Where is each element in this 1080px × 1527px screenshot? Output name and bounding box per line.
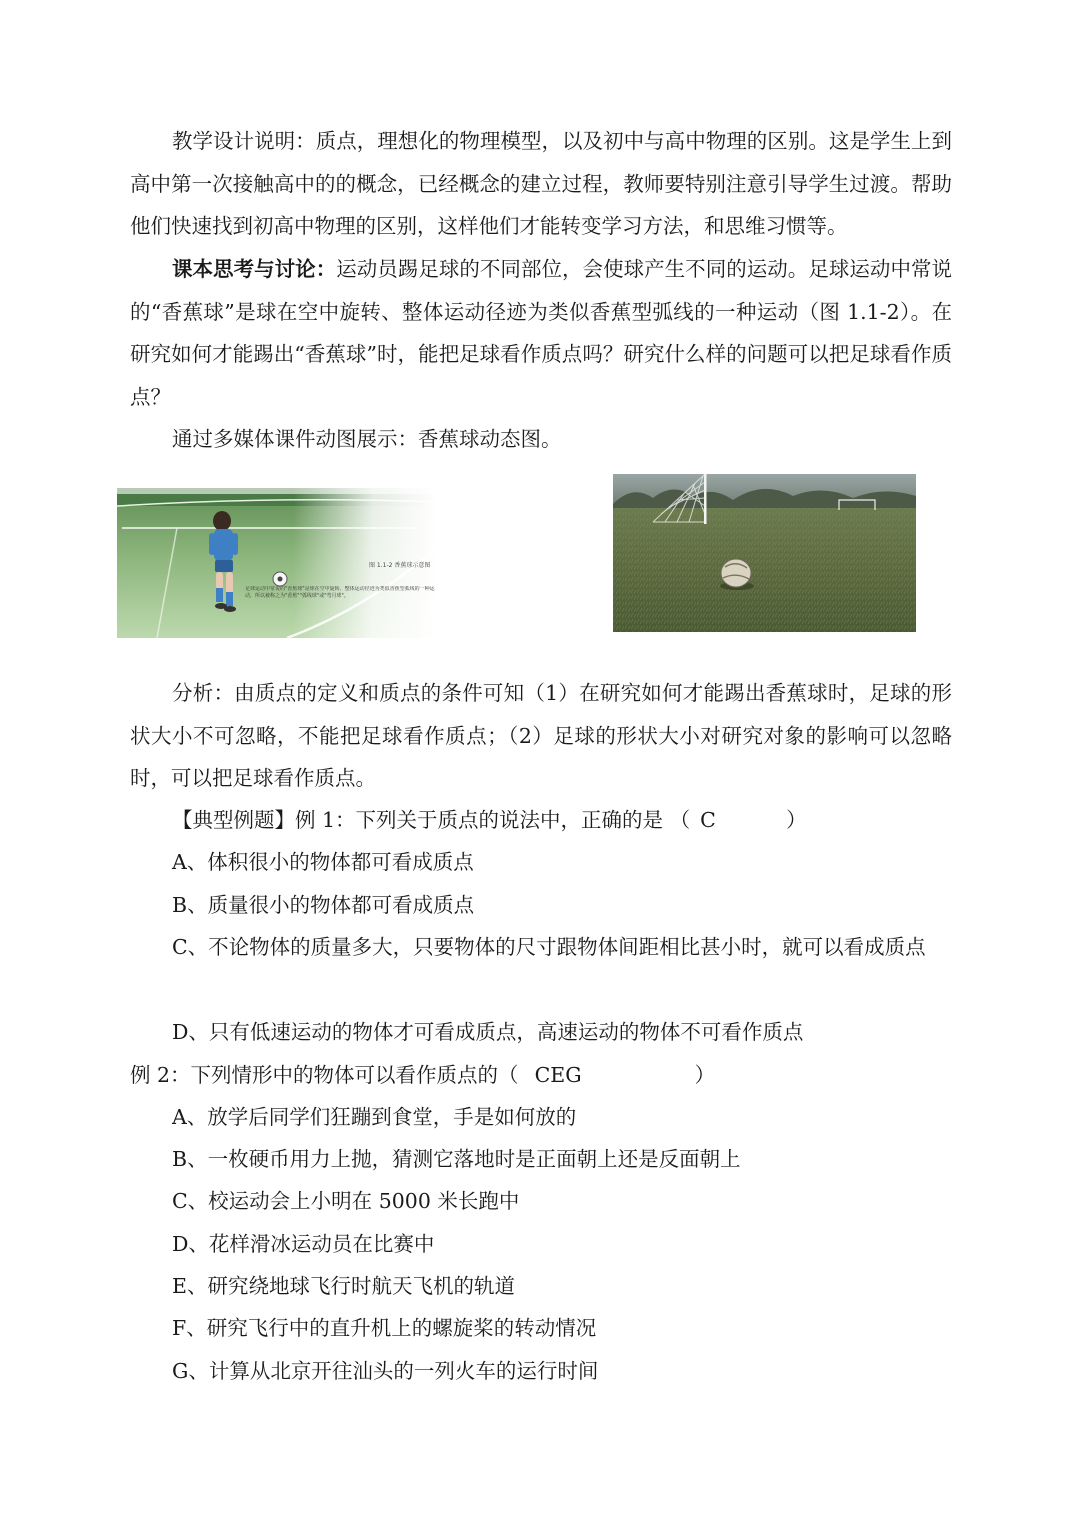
ball-on-field-photo [613, 474, 916, 632]
example2-prefix: 例 2：下列情形中的物体可以看作质点的（ [130, 1063, 519, 1087]
example2-answer: CEG [534, 1063, 582, 1087]
example1-option-d: D、只有低速运动的物体才可看成质点，高速运动的物体不可看作质点 [172, 1020, 804, 1044]
figure-description-box [245, 586, 437, 616]
multimedia-line: 通过多媒体课件动图展示：香蕉球动态图。 [172, 427, 562, 451]
example1-question [172, 799, 807, 842]
ball-on-field-photo-svg [613, 474, 916, 632]
example2-option-a: A、放学后同学们狂蹦到食堂，手是如何放的 [172, 1105, 577, 1129]
example1-option-c: C、不论物体的质量多大，只要物体的尺寸跟物体间距相比甚小时，就可以看成质点 [172, 935, 926, 959]
example1-option-a: A、体积很小的物体都可看成质点 [172, 850, 474, 874]
discussion-label: 课本思考与讨论： [172, 257, 337, 281]
example1-answer: C [700, 808, 716, 832]
example2-option-d: D、花样滑冰运动员在比赛中 [172, 1232, 435, 1256]
example2-option-b: B、一枚硬币用力上抛，猜测它落地时是正面朝上还是反面朝上 [172, 1147, 741, 1171]
example2-option-f: F、研究飞行中的直升机上的螺旋桨的转动情况 [172, 1316, 597, 1340]
example2-option-g: G、计算从北京开往汕头的一列火车的运行时间 [172, 1359, 599, 1383]
design-note-label: 教学设计说明： [172, 129, 316, 153]
example1-prefix: 【典型例题】例 1：下列关于质点的说法中，正确的是 （ [172, 808, 691, 832]
discussion-text: 运动员踢足球的不同部位，会使球产生不同的运动。足球运动中常说的“香蕉球”是球在空中旋转、整体运动径迹为类似香蕉型弧线的一种运动（图 1.1-2）。在研究如何才能踢出“香蕉球”时，能把足球看作质点吗？研究什么样的问题可以把足球看作质点？ [130, 257, 953, 409]
example1-option-b: B、质量很小的物体都可看成质点 [172, 893, 475, 917]
example2-option-c: C、校运动会上小明在 5000 米长跑中 [172, 1189, 520, 1213]
ball-icon [273, 572, 287, 586]
banana-kick-illustration [117, 488, 437, 638]
banana-kick-illustration-svg [117, 488, 437, 638]
example2-question [130, 1054, 715, 1097]
design-note-paragraph [130, 120, 952, 248]
design-note-text: 质点，理想化的物理模型，以及初中与高中物理的区别。这是学生上到高中第一次接触高中的的概念，已经概念的建立过程，教师要特别注意引导学生过渡。帮助他们快速找到初高中物理的区别，这样他们才能转变学习方法，和思维习惯等。 [130, 129, 953, 238]
figure-description: 足球运动中常说的"香蕉球"是球在空中旋转、整体运动径迹为类似香蕉型弧线的一种运动，所以被称之为"香蕉""弧线球"或"弯月球"。 [245, 586, 435, 599]
example1-suffix: ） [786, 808, 807, 832]
example2-option-e: E、研究绕地球飞行时航天飞机的轨道 [172, 1274, 515, 1298]
example2-suffix: ） [694, 1063, 716, 1087]
figure-caption: 图 1.1-2 香蕉球示意图 [369, 562, 431, 569]
discussion-paragraph [130, 248, 952, 418]
analysis-paragraph: 分析：由质点的定义和质点的条件可知（1）在研究如何才能踢出香蕉球时，足球的形状大小不可忽略，不能把足球看作质点；（2）足球的形状大小对研究对象的影响可以忽略时，可以把足球看作质点。 [130, 681, 952, 790]
